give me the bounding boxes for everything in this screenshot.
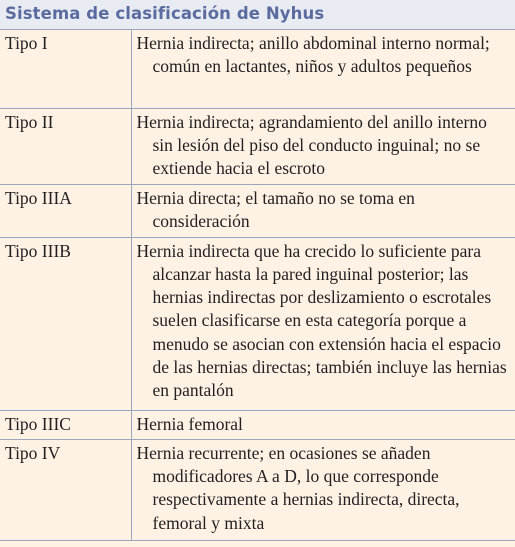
descripcion-cell: Hernia indirecta; anillo abdominal interno normal; común en lactantes, niños y adultos pequeños	[131, 30, 515, 108]
table-row	[0, 30, 515, 108]
descripcion-cell: Hernia recurrente; en ocasiones se añaden modificadores A a D, lo que corresponde respectivamente a hernias indirecta, directa, femoral y mixta	[131, 439, 515, 540]
table-row	[0, 108, 515, 184]
tipo-cell: Tipo IIIC	[0, 410, 131, 439]
table-row	[0, 184, 515, 237]
tipo-cell: Tipo IIIA	[0, 184, 131, 237]
table-title: Sistema de clasificación de Nyhus	[5, 4, 325, 23]
table-title-bar	[0, 0, 515, 30]
descripcion-cell: Hernia directa; el tamaño no se toma en consideración	[131, 184, 515, 237]
table-row	[0, 410, 515, 439]
table-row	[0, 439, 515, 540]
tipo-cell: Tipo I	[0, 30, 131, 108]
descripcion-cell: Hernia indirecta que ha crecido lo suficiente para alcanzar hasta la pared inguinal posterior; las hernias indirectas por deslizamiento o escrotales suelen clasificarse en esta categoría porque a menudo se asocian con extensión hacia el espacio de las hernias directas; también incluye las hernias en pantalón	[131, 237, 515, 410]
tipo-cell: Tipo II	[0, 108, 131, 184]
descripcion-cell: Hernia femoral	[131, 410, 515, 439]
table-row	[0, 237, 515, 410]
tipo-cell: Tipo IIIB	[0, 237, 131, 410]
tipo-cell: Tipo IV	[0, 439, 131, 540]
descripcion-cell: Hernia indirecta; agrandamiento del anillo interno sin lesión del piso del conducto inguinal; no se extiende hacia el escroto	[131, 108, 515, 184]
nyhus-classification-table	[0, 30, 515, 541]
